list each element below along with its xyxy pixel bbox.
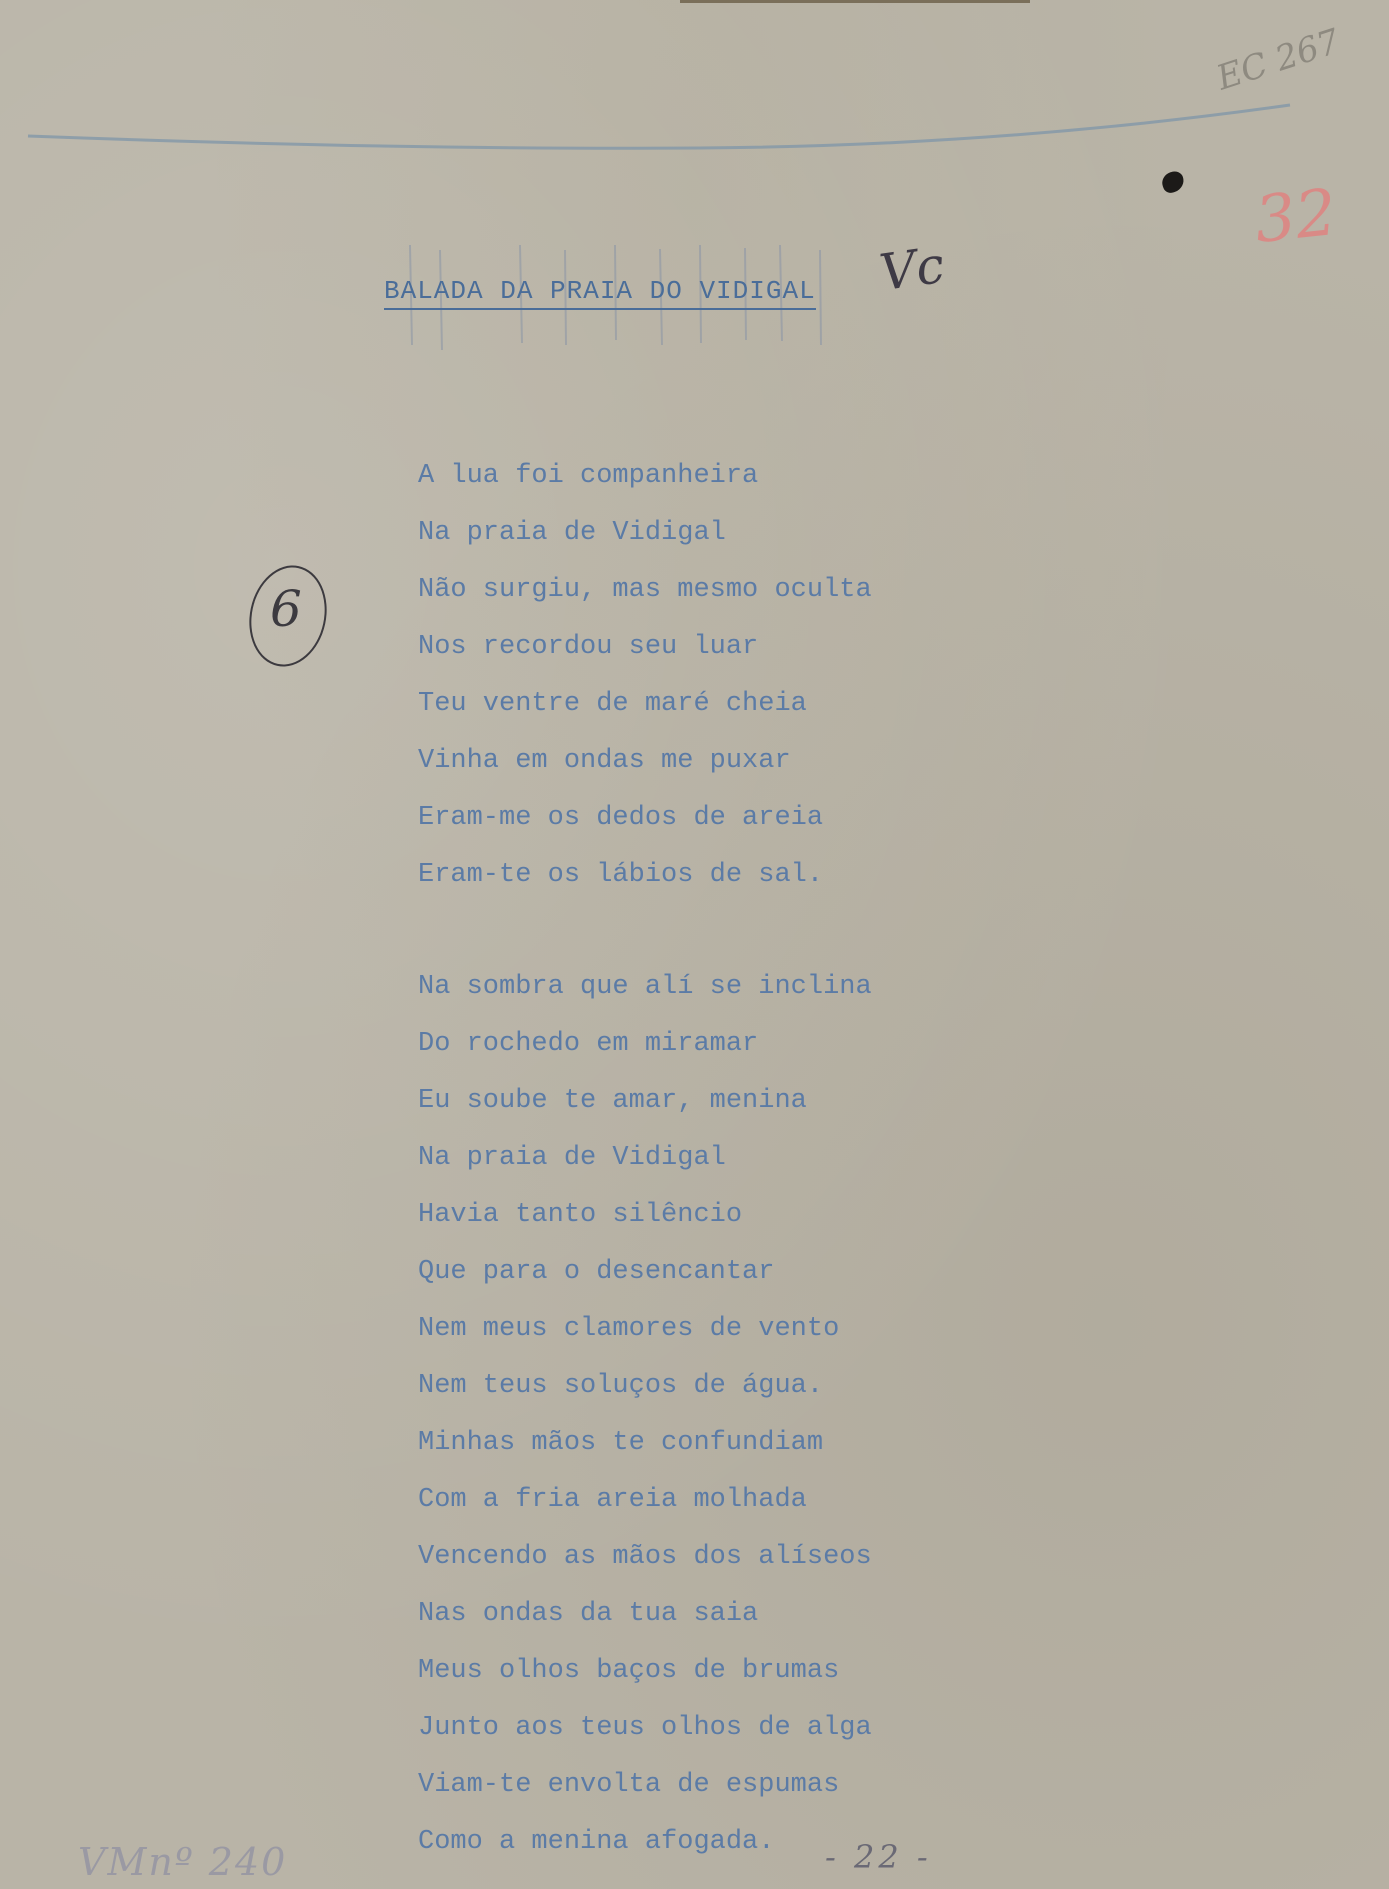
- poem-line: A lua foi companheira: [418, 461, 759, 491]
- stanza-gap: [418, 904, 872, 959]
- red-page-note: 32: [1251, 175, 1341, 259]
- poem-line: Nem meus clamores de vento: [418, 1314, 840, 1344]
- poem-line: Que para o desencantar: [418, 1257, 775, 1287]
- poem-line: Vinha em ondas me puxar: [418, 746, 791, 776]
- poem-line: Eu soube te amar, menina: [418, 1086, 807, 1116]
- poem-line: Eram-me os dedos de areia: [418, 803, 824, 833]
- poem-title: BALADA DA PRAIA DO VIDIGAL: [384, 276, 816, 310]
- poem-line: Nas ondas da tua saia: [418, 1599, 759, 1629]
- poem-body: [418, 448, 872, 1871]
- poem-line: Na sombra que alí se inclina: [418, 972, 872, 1002]
- poem-line: Do rochedo em miramar: [418, 1029, 759, 1059]
- poem-line: Nem teus soluços de água.: [418, 1371, 824, 1401]
- poem-line: Na praia de Vidigal: [418, 1143, 726, 1173]
- archive-code: VMnº 240: [78, 1840, 288, 1884]
- poem-line: Com a fria areia molhada: [418, 1485, 807, 1515]
- poem-line: Havia tanto silêncio: [418, 1200, 743, 1230]
- reference-note: EC 267: [1211, 21, 1345, 99]
- poem-line: Junto aos teus olhos de alga: [418, 1713, 872, 1743]
- page-number: - 22 -: [825, 1838, 932, 1876]
- initials-note: Vc: [876, 235, 948, 303]
- poem-line: Eram-te os lábios de sal.: [418, 860, 824, 890]
- poem-line: Na praia de Vidigal: [418, 518, 726, 548]
- poem-line: Vencendo as mãos dos alíseos: [418, 1542, 872, 1572]
- poem-line: Minhas mãos te confundiam: [418, 1428, 824, 1458]
- pencil-line: [0, 0, 1389, 180]
- poem-line: Como a menina afogada.: [418, 1827, 775, 1857]
- poem-line: Viam-te envolta de espumas: [418, 1770, 840, 1800]
- circled-number: 6: [270, 580, 302, 638]
- poem-line: Nos recordou seu luar: [418, 632, 759, 662]
- poem-line: Não surgiu, mas mesmo oculta: [418, 575, 872, 605]
- poem-line: Teu ventre de maré cheia: [418, 689, 807, 719]
- poem-line: Meus olhos baços de brumas: [418, 1656, 840, 1686]
